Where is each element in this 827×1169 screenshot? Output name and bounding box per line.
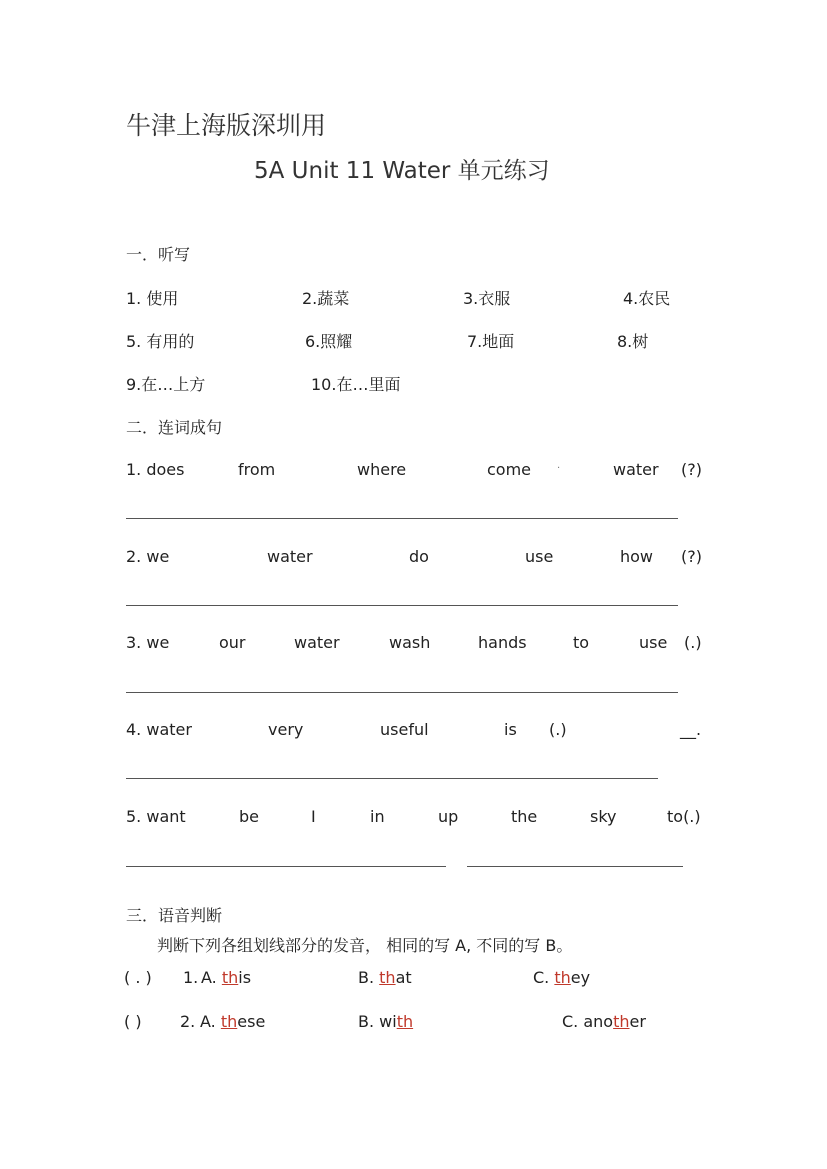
underlined-letters: th [613,1012,630,1031]
word: use [639,633,668,652]
option-a [201,968,251,987]
question-number: 2. [180,1012,196,1031]
option-c [562,1012,646,1031]
dictation-item: 8.树 [617,332,649,351]
word: 5. want [126,807,186,826]
option-label: A. [200,1012,216,1031]
section-3-heading: 三．语音判断 [126,906,223,925]
word: in [370,807,385,826]
word-start: ano [583,1012,614,1031]
word: use [525,547,554,566]
underlined-letters: th [220,1012,238,1031]
punctuation: (?) [681,547,702,566]
document-subtitle: 5A Unit 11 Water 单元练习 [254,158,550,184]
dictation-item: 7.地面 [467,332,515,351]
dictation-item: 1. 使用 [126,289,179,308]
answer-line[interactable] [126,778,658,779]
instruction-text: 判断下列各组划线部分的发音， 相同的写 A, 不同的写 B。 [157,936,573,955]
punctuation: (.) [549,720,567,739]
word: where [357,460,407,479]
word: to [573,633,590,652]
option-b [358,968,412,987]
word-rest: ese [237,1012,266,1031]
word: 4. water [126,720,192,739]
word: I [311,807,316,826]
word: is [504,720,517,739]
word: 2. we [126,547,170,566]
option-label: A. [201,968,217,987]
answer-line[interactable] [467,866,683,867]
dictation-item: 6.照耀 [305,332,353,351]
word: very [268,720,304,739]
word: 3. we [126,633,170,652]
dictation-item: 5. 有用的 [126,332,195,351]
answer-blank[interactable]: ( . ) [124,968,152,987]
option-label: B. [358,1012,375,1031]
word-rest: at [395,968,412,987]
word: water [294,633,340,652]
word: come [487,460,532,479]
word: 1. does [126,460,185,479]
answer-line[interactable] [126,692,678,693]
punctuation: (.) [684,633,702,652]
word: be [239,807,259,826]
word: water [613,460,659,479]
dictation-item: 10.在…里面 [311,375,401,394]
underlined-letters: th [554,968,571,987]
underlined-letters: th [379,968,396,987]
word-rest: is [238,968,252,987]
section-1-heading: 一．听写 [126,245,191,264]
answer-line[interactable] [126,518,678,519]
word: hands [478,633,527,652]
word: the [511,807,538,826]
underlined-letters: th [396,1012,414,1031]
word-start: wi [379,1012,397,1031]
word: our [219,633,246,652]
option-c [533,968,590,987]
dictation-item: 9.在…上方 [126,375,206,394]
dictation-item: 2.蔬菜 [302,289,350,308]
question-number: 1. [183,968,199,987]
word: useful [380,720,429,739]
word-rest: ey [570,968,591,987]
dictation-item: 4.农民 [623,289,671,308]
word: sky [590,807,617,826]
underlined-letters: th [221,968,239,987]
dictation-item: 3.衣服 [463,289,511,308]
word: up [438,807,459,826]
punctuation: to(.) [667,807,701,826]
option-label: C. [533,968,550,987]
option-b [358,1012,413,1031]
stray-mark: · [557,463,561,474]
word: wash [389,633,431,652]
document-title: 牛津上海版深圳用 [126,111,327,140]
option-label: B. [358,968,375,987]
section-2-heading: 二．连词成句 [126,418,223,437]
option-a [200,1012,265,1031]
blank-mark: __. [680,720,702,739]
answer-line[interactable] [126,866,446,867]
option-label: C. [562,1012,579,1031]
word: how [620,547,654,566]
word: do [409,547,429,566]
punctuation: (?) [681,460,702,479]
word-rest: er [629,1012,646,1031]
answer-blank[interactable]: ( ) [124,1012,142,1031]
answer-line[interactable] [126,605,678,606]
word: water [267,547,313,566]
word: from [238,460,276,479]
